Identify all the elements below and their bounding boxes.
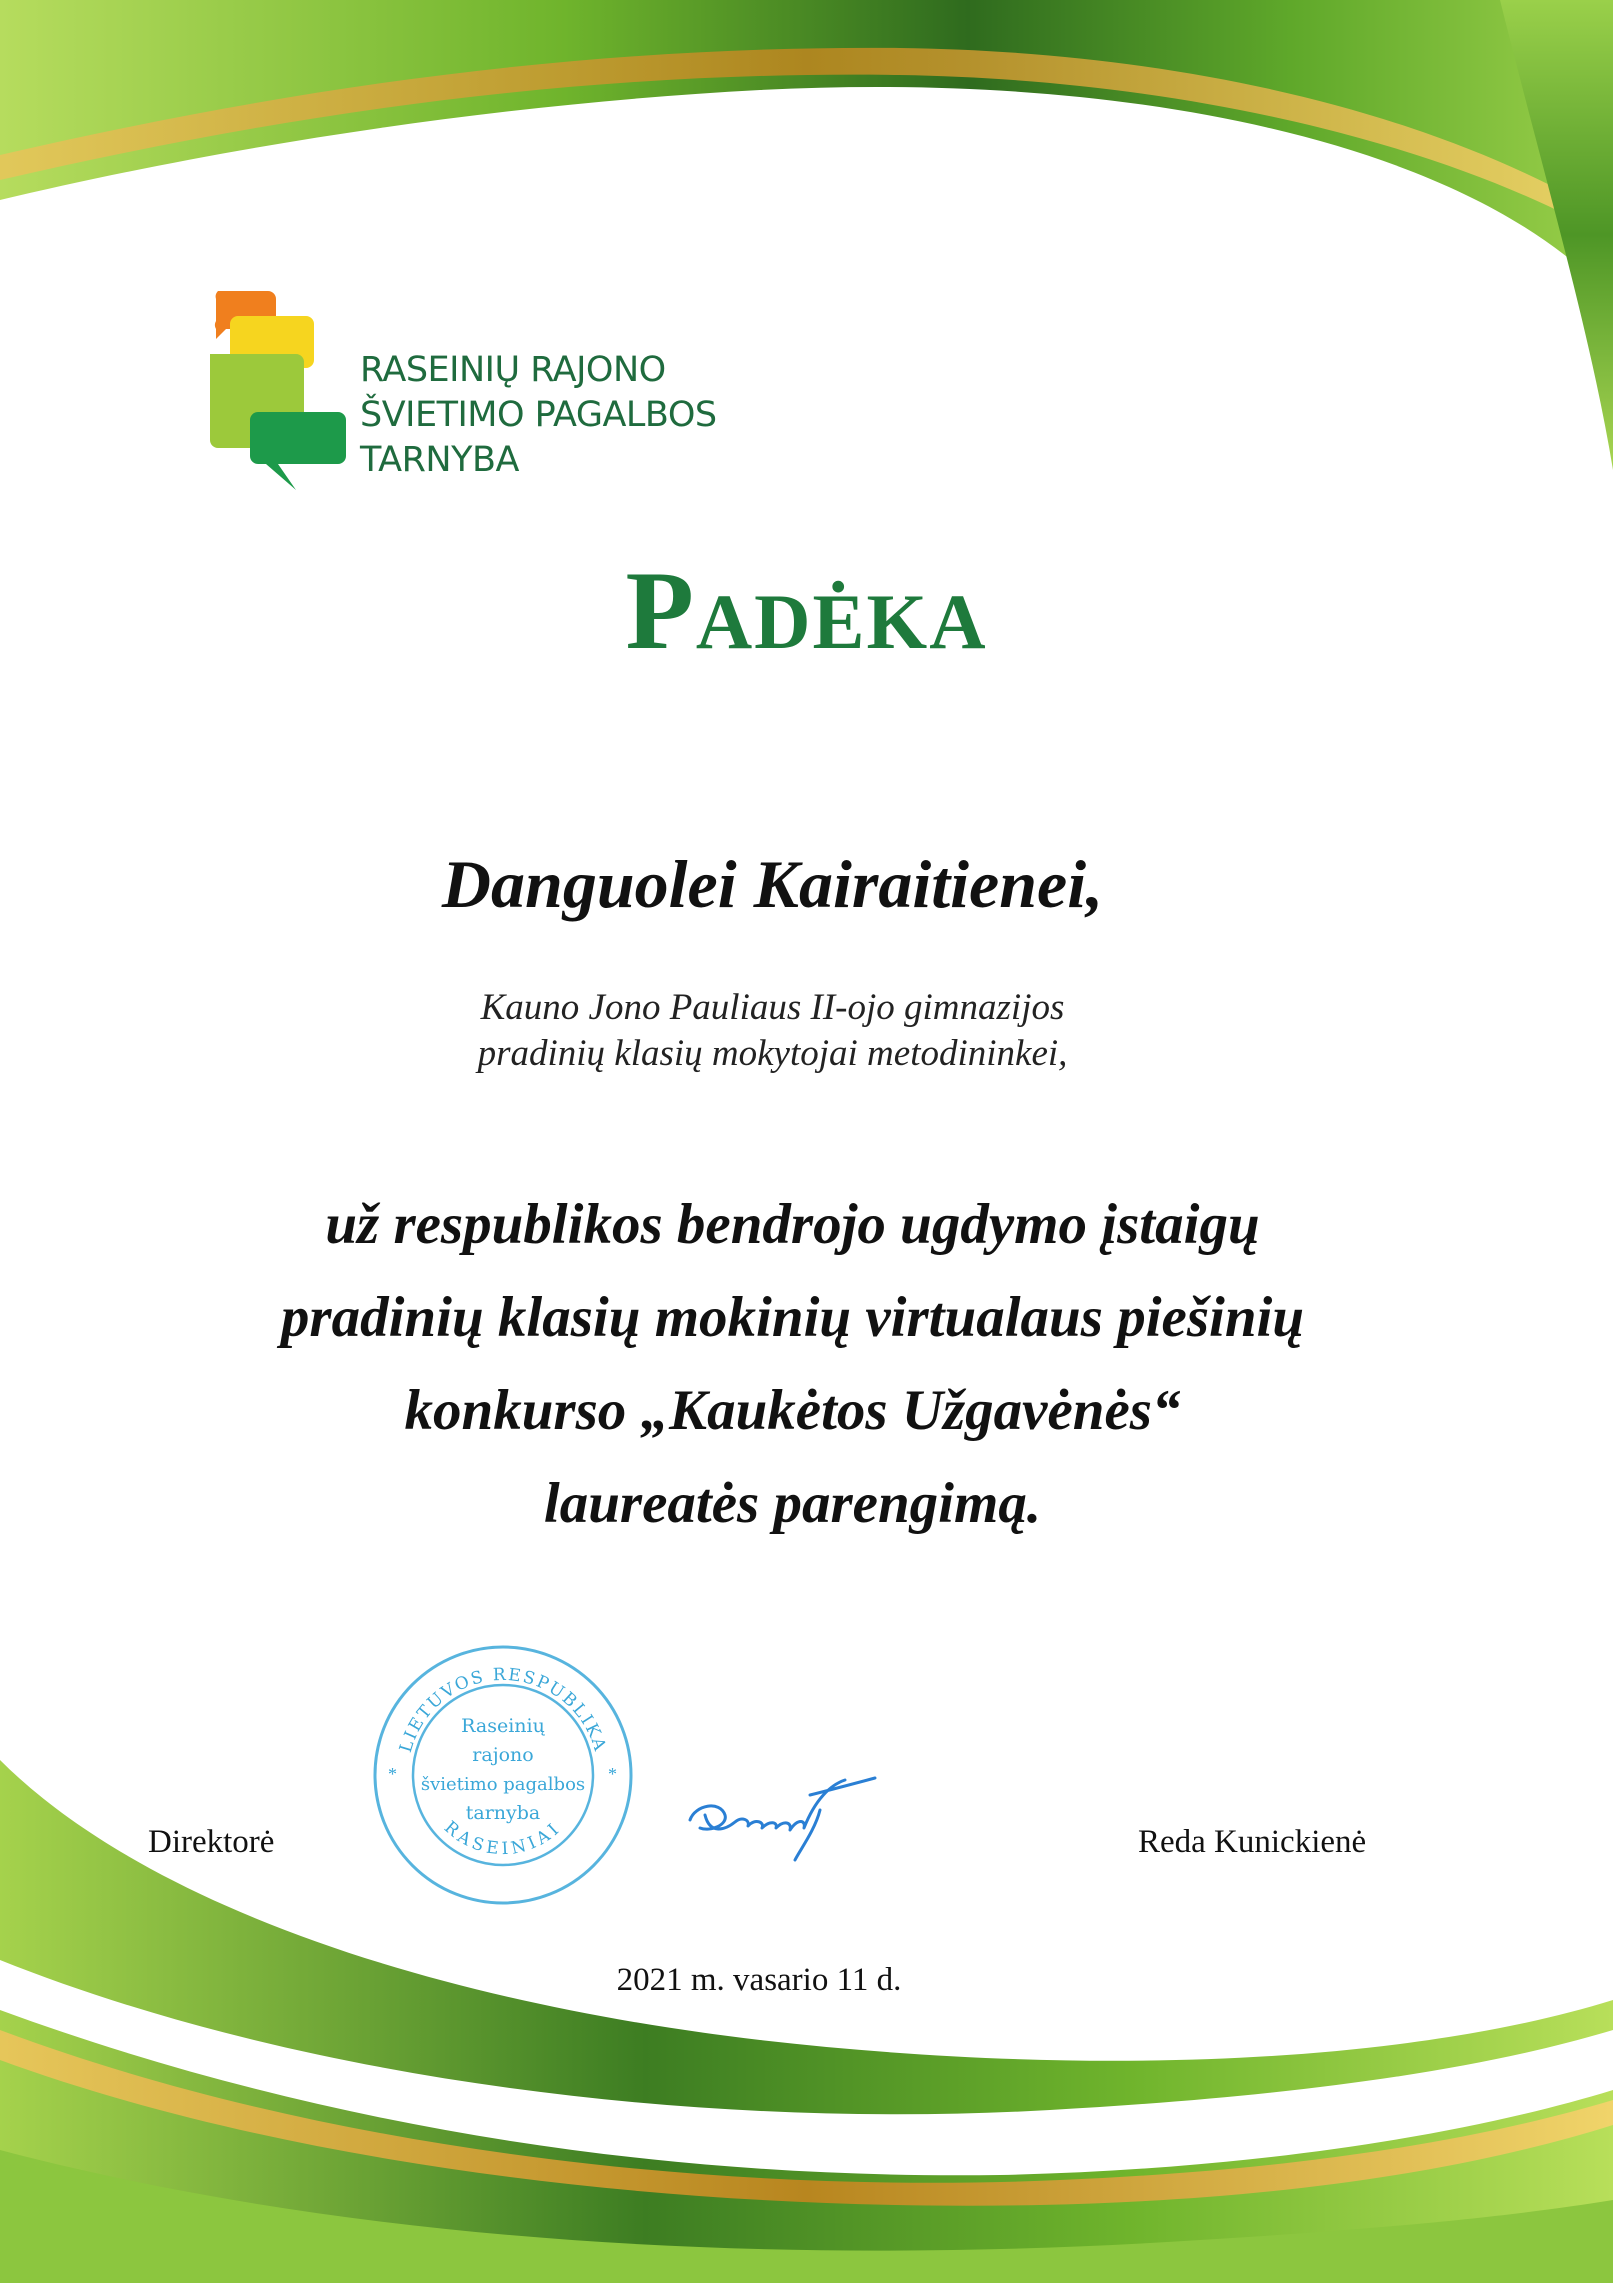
svg-text:*: * — [388, 1764, 397, 1784]
recipient-name: Danguolei Kairaitienei, — [441, 846, 1104, 922]
award-reason-line-4: laureatės parengimą. — [543, 1472, 1042, 1535]
organization-logo — [208, 286, 808, 506]
stamp-outer-bottom: RASEINIAI — [440, 1817, 566, 1860]
award-reason-line-1: už respublikos bendrojo ugdymo įstaigų — [325, 1193, 1260, 1256]
recipient-description-line-1: Kauno Jono Pauliaus II-ojo gimnazijos — [480, 987, 1065, 1028]
award-reason-line-2: pradinių klasių mokinių virtualaus piešinių — [280, 1286, 1305, 1349]
svg-text:*: * — [608, 1764, 617, 1784]
award-reason-line-3: konkurso „Kaukėtos Užgavėnės“ — [404, 1379, 1181, 1442]
document-title: Padėka — [625, 549, 988, 673]
signatory-position: Direktorė — [148, 1824, 275, 1860]
stamp-inner-line-1: Raseinių — [461, 1715, 545, 1737]
signatory-name: Reda Kunickienė — [1138, 1824, 1367, 1860]
svg-text:LIETUVOS RESPUBLIKA — [396, 1665, 610, 1755]
award-reason — [0, 1178, 1585, 1550]
stamp-outer-top: LIETUVOS RESPUBLIKA — [395, 1664, 611, 1755]
stamp-inner-line-3: švietimo pagalbos — [420, 1774, 586, 1795]
issue-date: 2021 m. vasario 11 d. — [616, 1962, 902, 1998]
stamp-inner-line-4: tarnyba — [465, 1802, 541, 1824]
official-stamp — [368, 1640, 638, 1910]
handwritten-signature — [680, 1760, 880, 1870]
speech-bubbles-logo-icon — [208, 286, 358, 502]
recipient-description-line-2: pradinių klasių mokytojai metodininkei, — [477, 1033, 1068, 1074]
stamp-inner-line-2: rajono — [472, 1744, 534, 1766]
recipient-description — [0, 985, 1545, 1077]
logo-wordmark — [360, 348, 717, 483]
logo-line-3: TARNYBA — [360, 440, 519, 480]
logo-line-1: RASEINIŲ RAJONO — [360, 350, 666, 390]
logo-line-2: ŠVIETIMO PAGALBOS — [360, 395, 717, 435]
